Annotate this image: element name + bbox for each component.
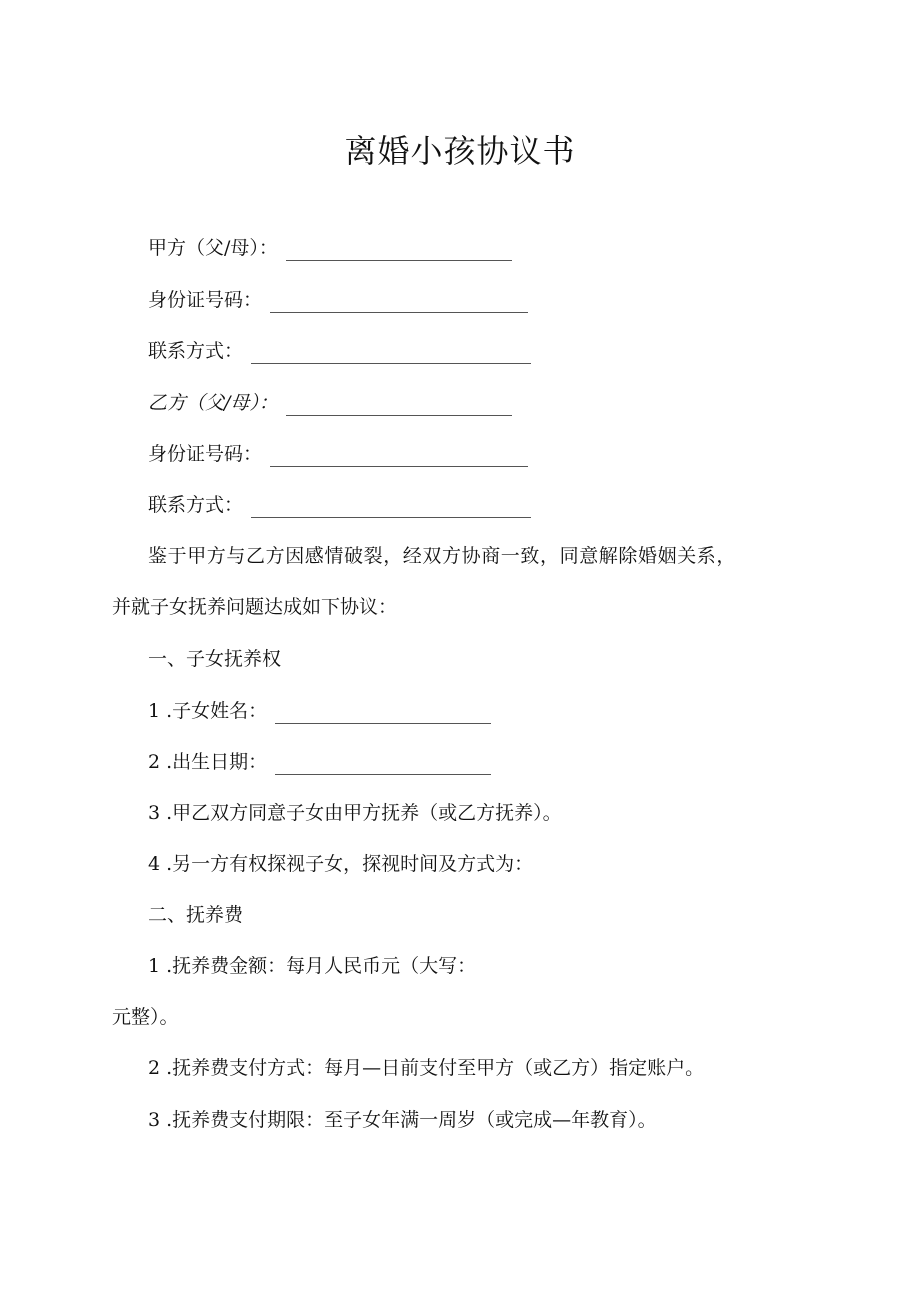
party-a-contact-row — [148, 338, 531, 364]
party-b-contact-row — [148, 492, 531, 518]
party-a-label: 甲方（父/母）： — [148, 237, 278, 259]
party-a-blank[interactable] — [286, 242, 512, 261]
birth-date-blank[interactable] — [275, 756, 491, 775]
payment-method-item: 2 .抚养费支付方式：每月—日前支付至甲方（或乙方）指定账户。 — [148, 1057, 705, 1079]
party-a-row — [148, 235, 512, 261]
party-b-label: 乙方（父/母）： — [148, 392, 278, 414]
party-b-id-label: 身份证号码： — [148, 443, 263, 465]
section2-heading: 二、抚养费 — [148, 904, 244, 926]
party-b-contact-label: 联系方式： — [148, 494, 244, 516]
birth-date-row — [148, 749, 491, 775]
child-name-row — [148, 698, 491, 724]
party-b-blank[interactable] — [286, 397, 512, 416]
payment-term-item: 3 .抚养费支付期限：至子女年满一周岁（或完成—年教育）。 — [148, 1109, 657, 1131]
support-amount-continued: 元整）。 — [112, 1006, 179, 1028]
support-amount-item: 1 .抚养费金额：每月人民币元（大写： — [148, 955, 477, 977]
party-b-row — [148, 390, 512, 416]
birth-date-label: 2 .出生日期： — [148, 751, 268, 773]
visitation-item: 4 .另一方有权探视子女，探视时间及方式为： — [148, 853, 534, 875]
party-a-contact-blank[interactable] — [251, 345, 531, 364]
custody-item: 3 .甲乙双方同意子女由甲方抚养（或乙方抚养）。 — [148, 802, 562, 824]
party-b-id-blank[interactable] — [270, 448, 528, 467]
child-name-label: 1 .子女姓名： — [148, 700, 268, 722]
document-title: 离婚小孩协议书 — [344, 132, 576, 170]
preamble-line-2: 并就子女抚养问题达成如下协议： — [112, 596, 398, 618]
child-name-blank[interactable] — [275, 705, 491, 724]
preamble-line-1: 鉴于甲方与乙方因感情破裂，经双方协商一致，同意解除婚姻关系， — [148, 545, 737, 567]
party-a-id-blank[interactable] — [270, 294, 528, 313]
party-b-id-row — [148, 441, 528, 467]
party-b-contact-blank[interactable] — [251, 499, 531, 518]
party-a-id-label: 身份证号码： — [148, 289, 263, 311]
party-a-id-row — [148, 287, 528, 313]
section1-heading: 一、子女抚养权 — [148, 648, 282, 670]
party-a-contact-label: 联系方式： — [148, 340, 244, 362]
